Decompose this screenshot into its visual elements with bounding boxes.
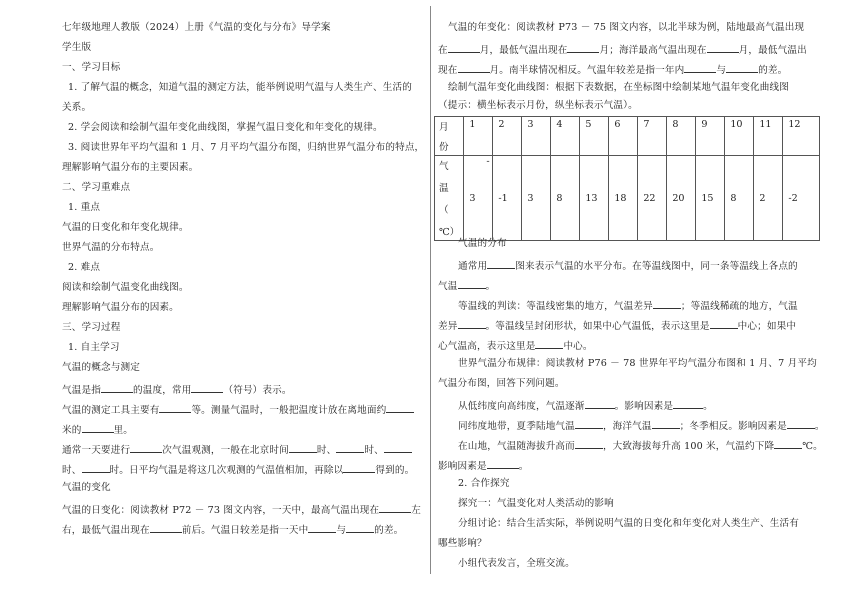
text-run: 时、 — [62, 465, 82, 476]
key-point-2: 世界气温的分布特点。 — [62, 242, 160, 253]
text-run: 时、 — [316, 445, 337, 456]
concept-fill-line — [62, 382, 292, 397]
month-cell: 7 — [638, 117, 667, 156]
world-distribution-line-2: 气温分布图，回答下列问题。 — [438, 378, 565, 389]
goal-1-line-2: 关系。 — [62, 102, 92, 113]
temp-cell: 20 — [667, 156, 696, 241]
text-run: 气温的测定工具主要有 — [62, 405, 160, 416]
text-run: 气温是指 — [62, 385, 101, 396]
isotherm-read-line-2 — [438, 318, 796, 333]
month-cell: 9 — [696, 117, 725, 156]
fill-blank[interactable] — [653, 298, 681, 309]
discussion-line-2: 哪些影响？ — [438, 538, 487, 549]
fill-blank[interactable] — [575, 418, 603, 429]
text-run: 次气温观测，一般在北京时间 — [162, 445, 289, 456]
fill-blank[interactable] — [707, 42, 739, 53]
text-run: 气温的日变化：阅读教材 P72 － 73 图文内容，一天中，最高气温出现在 — [62, 505, 380, 516]
measure-fill-line-1 — [62, 402, 414, 417]
draw-instruction-line-1: 绘制气温年变化曲线图：根据下表数据，在坐标图中绘制某地气温年变化曲线图 — [448, 82, 790, 93]
text-run: 的差。 — [374, 525, 404, 536]
temp-label-char: 温 — [439, 183, 449, 194]
month-cell: 3 — [522, 117, 551, 156]
text-run: 中心；如果中 — [737, 321, 797, 332]
text-run: 等。测量气温时，一般把温度计放在离地面约 — [191, 405, 387, 416]
text-run: 与 — [336, 525, 347, 536]
fill-blank[interactable] — [336, 442, 364, 453]
isotherm-read-line-3 — [438, 338, 593, 353]
text-run: 现在 — [438, 65, 458, 76]
fill-blank[interactable] — [458, 62, 490, 73]
difficulty-2: 理解影响气温分布的因素。 — [62, 302, 179, 313]
measure-fill-line-2 — [62, 422, 133, 437]
column-divider — [430, 6, 431, 574]
section-heading-keypoints: 二、学习重难点 — [62, 182, 131, 193]
stray-mark: - — [486, 156, 490, 167]
document-title: 七年级地理人教版（2024）上册《气温的变化与分布》导学案 — [62, 22, 331, 33]
month-cell: 11 — [754, 117, 783, 156]
fill-blank[interactable] — [82, 462, 110, 473]
isotherm-line-2 — [438, 278, 495, 293]
text-run: 。 — [485, 281, 496, 292]
text-run: 在 — [438, 45, 448, 56]
temp-cell: 2 — [754, 156, 783, 241]
temp-cell: 13 — [580, 156, 609, 241]
text-run: 前后。气温日较差是指一天中 — [181, 525, 309, 536]
distribution-heading: 气温的分布 — [458, 238, 507, 249]
text-run: ；等温线稀疏的地方，气温 — [680, 301, 798, 312]
altitude-question-line-1 — [458, 438, 823, 453]
month-label-cell — [435, 117, 464, 156]
text-run: 月，最低气温出 — [738, 45, 807, 56]
cooperation-heading: 2. 合作探究 — [458, 478, 510, 489]
text-run: 里。 — [113, 425, 133, 436]
fill-blank[interactable] — [346, 522, 374, 533]
month-cell: 1 — [464, 117, 493, 156]
fill-blank[interactable] — [673, 398, 703, 409]
text-run: 。等温线呈封闭形状，如果中心气温低，表示这里是 — [485, 321, 710, 332]
fill-blank[interactable] — [652, 418, 680, 429]
text-run: 影响因素是 — [438, 461, 487, 472]
text-run: 气温 — [438, 281, 458, 292]
text-run: 在山地，气温随海拔升高而 — [458, 441, 575, 452]
fill-blank[interactable] — [343, 462, 375, 473]
fill-blank[interactable] — [159, 402, 191, 413]
edition-label: 学生版 — [62, 42, 92, 53]
temp-cell: -2 — [783, 156, 820, 241]
month-cell: 10 — [725, 117, 754, 156]
text-run: 米的 — [62, 425, 82, 436]
latitude-question — [458, 398, 713, 413]
month-label-char: 份 — [439, 142, 449, 153]
isotherm-read-line-1 — [458, 298, 798, 313]
temp-cell — [464, 156, 493, 241]
text-run: 通常一天要进行 — [62, 445, 131, 456]
discussion-line-1: 分组讨论：结合生活实际，举例说明气温的日变化和年变化对人类生产、生活有 — [458, 518, 800, 529]
table-row-months — [435, 117, 820, 156]
text-run: 图来表示气温的水平分布。在等温线图中，同一条等温线上各点的 — [515, 261, 798, 272]
fill-blank[interactable] — [710, 318, 738, 329]
change-heading: 气温的变化 — [62, 482, 111, 493]
month-cell: 5 — [580, 117, 609, 156]
observation-fill-line-1 — [62, 442, 412, 457]
temp-value: 3 — [469, 192, 476, 204]
text-run: 。 — [518, 461, 529, 472]
text-run: ，海洋气温 — [602, 421, 652, 432]
section-heading-goals: 一、学习目标 — [62, 62, 121, 73]
text-run: 中心。 — [563, 341, 593, 352]
temp-cell: 8 — [725, 156, 754, 241]
temp-cell: 3 — [522, 156, 551, 241]
text-run: 的温度，常用 — [132, 385, 192, 396]
difficulty-1: 阅读和绘制气温变化曲线图。 — [62, 282, 189, 293]
text-run: 从低纬度向高纬度，气温逐渐 — [458, 401, 585, 412]
month-cell: 8 — [667, 117, 696, 156]
temp-label-cell — [435, 156, 464, 241]
fill-blank[interactable] — [487, 258, 515, 269]
month-cell: 4 — [551, 117, 580, 156]
text-run: 时、 — [364, 445, 384, 456]
fill-blank[interactable] — [575, 438, 603, 449]
self-study-heading: 1. 自主学习 — [68, 342, 120, 353]
text-run: ℃。 — [802, 441, 823, 452]
temp-label-char: 气 — [439, 161, 449, 172]
temp-cell: -1 — [493, 156, 522, 241]
goal-2: 2. 学会阅读和绘制气温年变化曲线图，掌握气温日变化和年变化的规律。 — [68, 122, 383, 133]
text-run: ，大致海拔每升高 100 米，气温约下降 — [602, 441, 775, 452]
daily-change-line-1 — [62, 502, 421, 517]
fill-blank[interactable] — [386, 402, 414, 413]
text-run: 右，最低气温出现在 — [62, 525, 150, 536]
concept-heading: 气温的概念与测定 — [62, 362, 140, 373]
text-run: （符号）表示。 — [223, 385, 292, 396]
fill-blank[interactable] — [150, 522, 182, 533]
key-point-1: 气温的日变化和年变化规律。 — [62, 222, 189, 233]
temp-cell: 8 — [551, 156, 580, 241]
fill-blank[interactable] — [684, 62, 716, 73]
text-run: 等温线的判读：等温线密集的地方，气温差异 — [458, 301, 653, 312]
month-cell: 6 — [609, 117, 638, 156]
fill-blank[interactable] — [787, 418, 815, 429]
text-run: 月，最低气温出现在 — [479, 45, 568, 56]
observation-fill-line-2 — [62, 462, 414, 477]
fill-blank[interactable] — [567, 42, 599, 53]
text-run: 与 — [716, 65, 727, 76]
text-run: ；冬季相反。影响因素是 — [679, 421, 787, 432]
text-run: 月。南半球情况相反。气温年较差是指一年内 — [489, 65, 685, 76]
text-run: 左 — [411, 505, 421, 516]
month-cell: 2 — [493, 117, 522, 156]
draw-instruction-line-2: （提示：横坐标表示月份，纵坐标表示气温）。 — [438, 100, 638, 111]
text-run: 时。日平均气温是将这几次观测的气温值相加，再除以 — [109, 465, 344, 476]
fill-blank[interactable] — [458, 278, 486, 289]
fill-blank[interactable] — [191, 382, 223, 393]
month-label-char: 月 — [439, 122, 449, 133]
fill-blank[interactable] — [82, 422, 114, 433]
temp-label-char: （ — [439, 205, 449, 216]
goal-3-line-1: 3. 阅读世界年平均气温和 1 月、7 月平均气温分布图，归纳世界气温分布的特点， — [68, 142, 425, 153]
temp-cell: 18 — [609, 156, 638, 241]
daily-change-line-2 — [62, 522, 403, 537]
fill-blank[interactable] — [308, 522, 336, 533]
section-heading-process: 三、学习过程 — [62, 322, 121, 333]
text-run: 通常用 — [458, 261, 488, 272]
goal-1-line-1: 1. 了解气温的概念，知道气温的测定方法，能举例说明气温与人类生产、生活的 — [68, 82, 412, 93]
fill-blank[interactable] — [289, 442, 317, 453]
text-run: 的差。 — [758, 65, 788, 76]
difficulty-heading: 2. 难点 — [68, 262, 101, 273]
key-points-heading: 1. 重点 — [68, 202, 101, 213]
exploration-title: 探究一：气温变化对人类活动的影响 — [458, 498, 614, 509]
fill-blank[interactable] — [384, 442, 412, 453]
fill-blank[interactable] — [130, 442, 162, 453]
temp-cell: 22 — [638, 156, 667, 241]
text-run: 。影响因素是 — [614, 401, 674, 412]
temp-label-char: ℃） — [439, 227, 460, 238]
land-sea-question — [458, 418, 825, 433]
fill-blank[interactable] — [585, 398, 615, 409]
goal-3-line-2: 理解影响气温分布的主要因素。 — [62, 162, 199, 173]
fill-blank[interactable] — [448, 42, 480, 53]
text-run: 差异 — [438, 321, 458, 332]
fill-blank[interactable] — [101, 382, 133, 393]
temp-cell: 15 — [696, 156, 725, 241]
fill-blank[interactable] — [774, 438, 802, 449]
text-run: 得到的。 — [375, 465, 415, 476]
share-instruction: 小组代表发言，全班交流。 — [458, 558, 575, 569]
text-run: 月；海洋最高气温出现在 — [599, 45, 707, 56]
fill-blank[interactable] — [535, 338, 563, 349]
table-row-temps — [435, 156, 820, 241]
fill-blank[interactable] — [487, 458, 519, 469]
month-cell: 12 — [783, 117, 820, 156]
world-distribution-line-1: 世界气温分布规律：阅读教材 P76 － 78 世界年平均气温分布图和 1 月、7 月平均 — [458, 358, 817, 369]
yearly-change-line-1: 气温的年变化：阅读教材 P73 － 75 图文内容，以北半球为例，陆地最高气温出现 — [448, 22, 805, 33]
fill-blank[interactable] — [379, 502, 411, 513]
text-run: 心气温高，表示这里是 — [438, 341, 536, 352]
yearly-change-line-3 — [438, 62, 787, 77]
fill-blank[interactable] — [458, 318, 486, 329]
altitude-question-line-2 — [438, 458, 528, 473]
temperature-table — [434, 116, 820, 241]
yearly-change-line-2 — [438, 42, 807, 57]
text-run: 同纬度地带，夏季陆地气温 — [458, 421, 575, 432]
text-run: 。 — [814, 421, 825, 432]
isotherm-line-1 — [458, 258, 798, 273]
text-run: 。 — [703, 401, 713, 412]
fill-blank[interactable] — [726, 62, 758, 73]
